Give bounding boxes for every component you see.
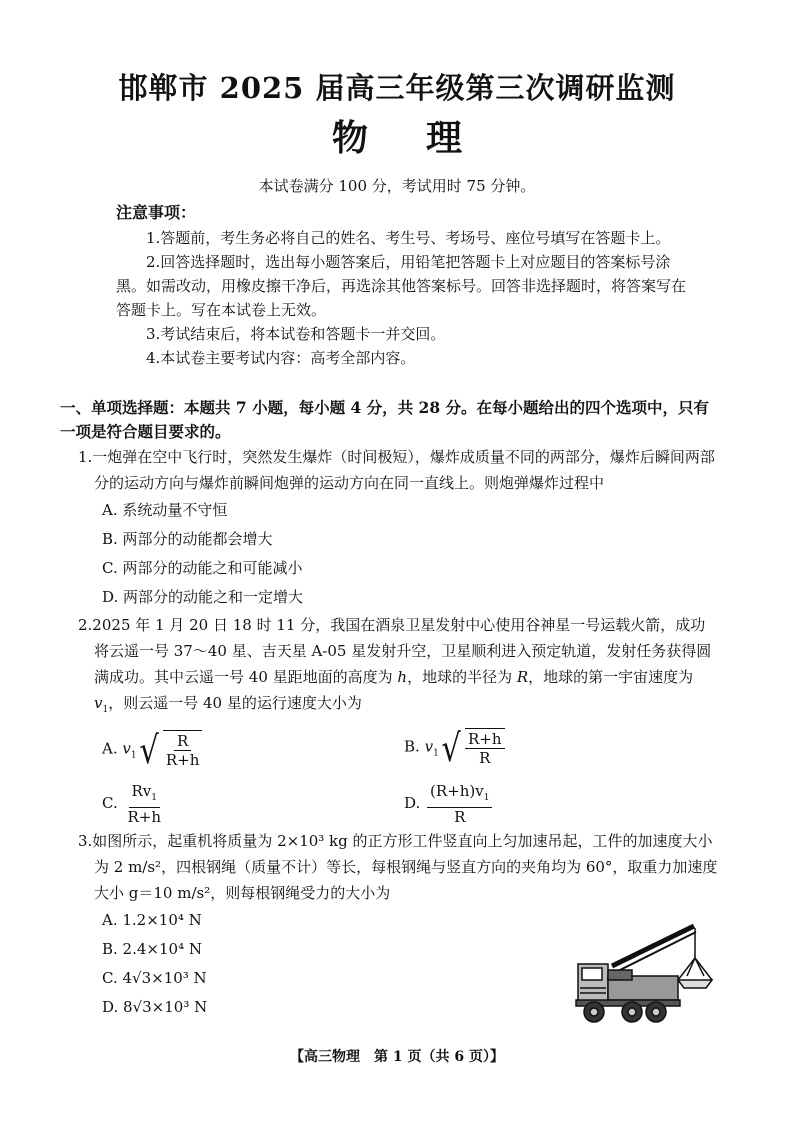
option-b: B. 2.4×10⁴ N [102, 940, 202, 958]
crane-figure [574, 918, 724, 1028]
notice-item: 2.回答选择题时，选出每小题答案后，用铅笔把答题卡上对应题目的答案标号涂黑。如需改动，用橡皮擦干净后，再选涂其他答案标号。回答非选择题时，将答案写在答题卡上。写在本试卷上无效。 [116, 253, 687, 319]
option-d: D. 两部分的动能之和一定增大 [102, 588, 304, 606]
notice-item: 3.考试结束后，将本试卷和答题卡一并交回。 [146, 325, 446, 343]
notice-title: 注意事项： [116, 203, 197, 222]
option-a: A. 系统动量不守恒 [102, 501, 228, 519]
question-stem: 1.一炮弹在空中飞行时，突然发生爆炸（时间极短），爆炸成质量不同的两部分，爆炸后瞬间两部分的运动方向与爆炸前瞬间炮弹的运动方向在同一直线上。则炮弹爆炸过程中 [78, 448, 715, 492]
question-stem: 3.如图所示，起重机将质量为 2×10³ kg 的正方形工件竖直向上匀加速吊起，工件的加速度大小为 2 m/s²，四根钢绳（质量不计）等长，每根钢绳与竖直方向的夹角均为 60°，取重力加速度大小 g＝10 m/s²，则每根钢绳受力的大小为 [78, 832, 718, 902]
option-b: B. $v_1$ √ $\frac{R+h}{R}$ [404, 728, 505, 767]
notice-item: 1.答题前，考生务必将自己的姓名、考生号、考场号、座位号填写在答题卡上。 [146, 229, 671, 247]
page-footer: 【高三物理 第 1 页（共 6 页）】 [290, 1049, 504, 1065]
option-a: A. 1.2×10⁴ N [102, 911, 202, 929]
notice-item: 4.本试卷主要考试内容：高考全部内容。 [146, 349, 416, 367]
option-c: C. $\frac{Rv_1}{R+h}$ [102, 782, 162, 826]
option-d: D. 8√3×10³ N [102, 998, 208, 1016]
option-c: C. 4√3×10³ N [102, 969, 207, 987]
option-b: B. 两部分的动能都会增大 [102, 530, 273, 548]
option-d: D. $\frac{(R+h)v_1}{R}$ [404, 782, 492, 826]
subject-title: 物理 [331, 117, 520, 159]
option-a: A. $v_1$ √ $\frac{R}{R+h}$ [102, 730, 202, 769]
section-heading: 一、单项选择题：本题共 7 小题，每小题 4 分，共 28 分。在每小题给出的四个选项中，只有一项是符合题目要求的。 [60, 398, 710, 441]
question-1 [78, 444, 718, 612]
question-stem: 2.2025 年 1 月 20 日 18 时 11 分，我国在酒泉卫星发射中心使用谷神星一号运载火箭，成功将云遥一号 37～40 星、吉天星 A-05 星发射升空，卫星顺利进入预定轨道，发射任务获得圆满成功。其中云遥一号 40 星距地面的高度为 h，地球的半径为 R，地球的第一宇宙速度为 $v_1$，则云遥一号 40 星的运行速度大小为 [78, 616, 712, 715]
exam-info: 本试卷满分 100 分，考试用时 75 分钟。 [258, 177, 536, 195]
option-c: C. 两部分的动能之和可能减小 [102, 559, 303, 577]
question-2 [78, 612, 718, 723]
exam-title: 邯郸市 2025 届高三年级第三次调研监测 [118, 71, 676, 105]
notice-list [116, 226, 686, 370]
